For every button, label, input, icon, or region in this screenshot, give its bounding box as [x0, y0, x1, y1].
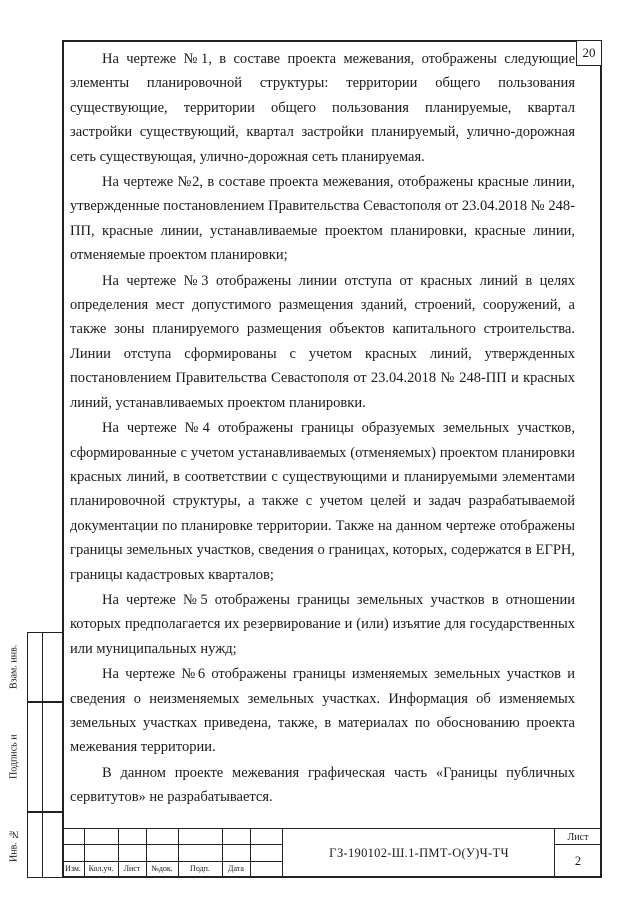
document-body: [70, 47, 575, 810]
page-number-box: 20: [576, 40, 602, 66]
side-label-podpis: Подпись и: [8, 734, 20, 780]
page-frame: [62, 40, 602, 878]
title-block-col-line: [282, 828, 283, 876]
side-box-inv: [27, 812, 62, 878]
side-box-vzam: [27, 632, 62, 702]
side-inner-line: [42, 632, 43, 702]
paragraph-drawing-4: На чертеже №4 отображены границы образуемых земельных участков, сформированные с учетом устанавливаемых (отменяемых) проектом планировки красных линий, в соответствии с существующими и планируемыми элементами планировочной структуры, а также с учетом целей и задач разрабатываемой документации по планировке территории. Также на данном чертеже отображены границы земельных участков, сведения о границах, которых, содержатся в ЕГРН, границы кадастровых кварталов;: [70, 420, 575, 583]
title-block-col-data: Дата: [228, 864, 244, 873]
paragraph-drawing-6: На чертеже №6 отображены границы изменяемых земельных участков и сведения о неизменяемых земельных участках. Информация об изменяемых земельных участках приведена, также, в материалах по обоснованию проекта межевания территории.: [70, 666, 575, 756]
title-block-row-line: [62, 861, 282, 862]
side-inner-line: [42, 702, 43, 812]
title-block-col-list: Лист: [123, 864, 141, 873]
title-block-col-line: [554, 828, 555, 876]
paragraph-servitudes: В данном проекте межевания графическая часть «Границы публичных сервитутов» не разрабатывается.: [70, 764, 575, 806]
title-block-top-line: [62, 828, 600, 829]
title-block-col-ndok: №док.: [151, 864, 173, 873]
title-block: [62, 828, 602, 878]
paragraph-drawing-2: На чертеже №2, в составе проекта межевания, отображены красные линии, утвержденные постановлением Правительства Севастополя от 23.04.2018 № 248-ПП, красные линии, устанавливаемые проектом планировки, красные линии, отменяемые проектом планировки;: [70, 174, 575, 264]
sheet-number: 2: [574, 854, 582, 868]
title-block-col-line: [250, 828, 251, 876]
side-box-podpis: [27, 702, 62, 812]
title-block-sheet-line: [554, 844, 600, 845]
sheet-label: Лист: [567, 832, 589, 843]
paragraph-drawing-1: На чертеже №1, в составе проекта межевания, отображены следующие элементы планировочной структуры: территории общего пользования существующие, территории общего пользования планируемые, квартал застройки существующий, квартал застройки планируемый, улично-дорожная сеть существующая, улично-дорожная сеть планируемая.: [70, 51, 575, 165]
side-label-inv: Инв. №: [8, 828, 20, 862]
paragraph-drawing-3: На чертеже №3 отображены линии отступа от красных линий в целях определения мест допустимого размещения зданий, строений, сооружений, а также зоны планируемого размещения объектов капитального строительства. Линии отступа сформированы с учетом красных линий, утвержденных постановлением Правительства Севастополя от 23.04.2018 № 248-ПП и красных линий, устанавливаемых проектом планировки.: [70, 272, 575, 411]
title-block-col-izm: Изм.: [65, 864, 81, 873]
side-inner-line: [42, 812, 43, 878]
document-code: ГЗ-190102-Ш.1-ПМТ-О(У)Ч-ТЧ: [329, 846, 509, 860]
title-block-col-podp: Подп.: [190, 864, 210, 873]
paragraph-drawing-5: На чертеже №5 отображены границы земельных участков в отношении которых предполагается их резервирование и (или) изъятие для государственных или муниципальных нужд;: [70, 591, 575, 657]
title-block-col-kol: Кол.уч.: [88, 864, 114, 873]
side-label-vzam: Взам. инв.: [8, 644, 20, 690]
title-block-row-line: [62, 844, 282, 845]
